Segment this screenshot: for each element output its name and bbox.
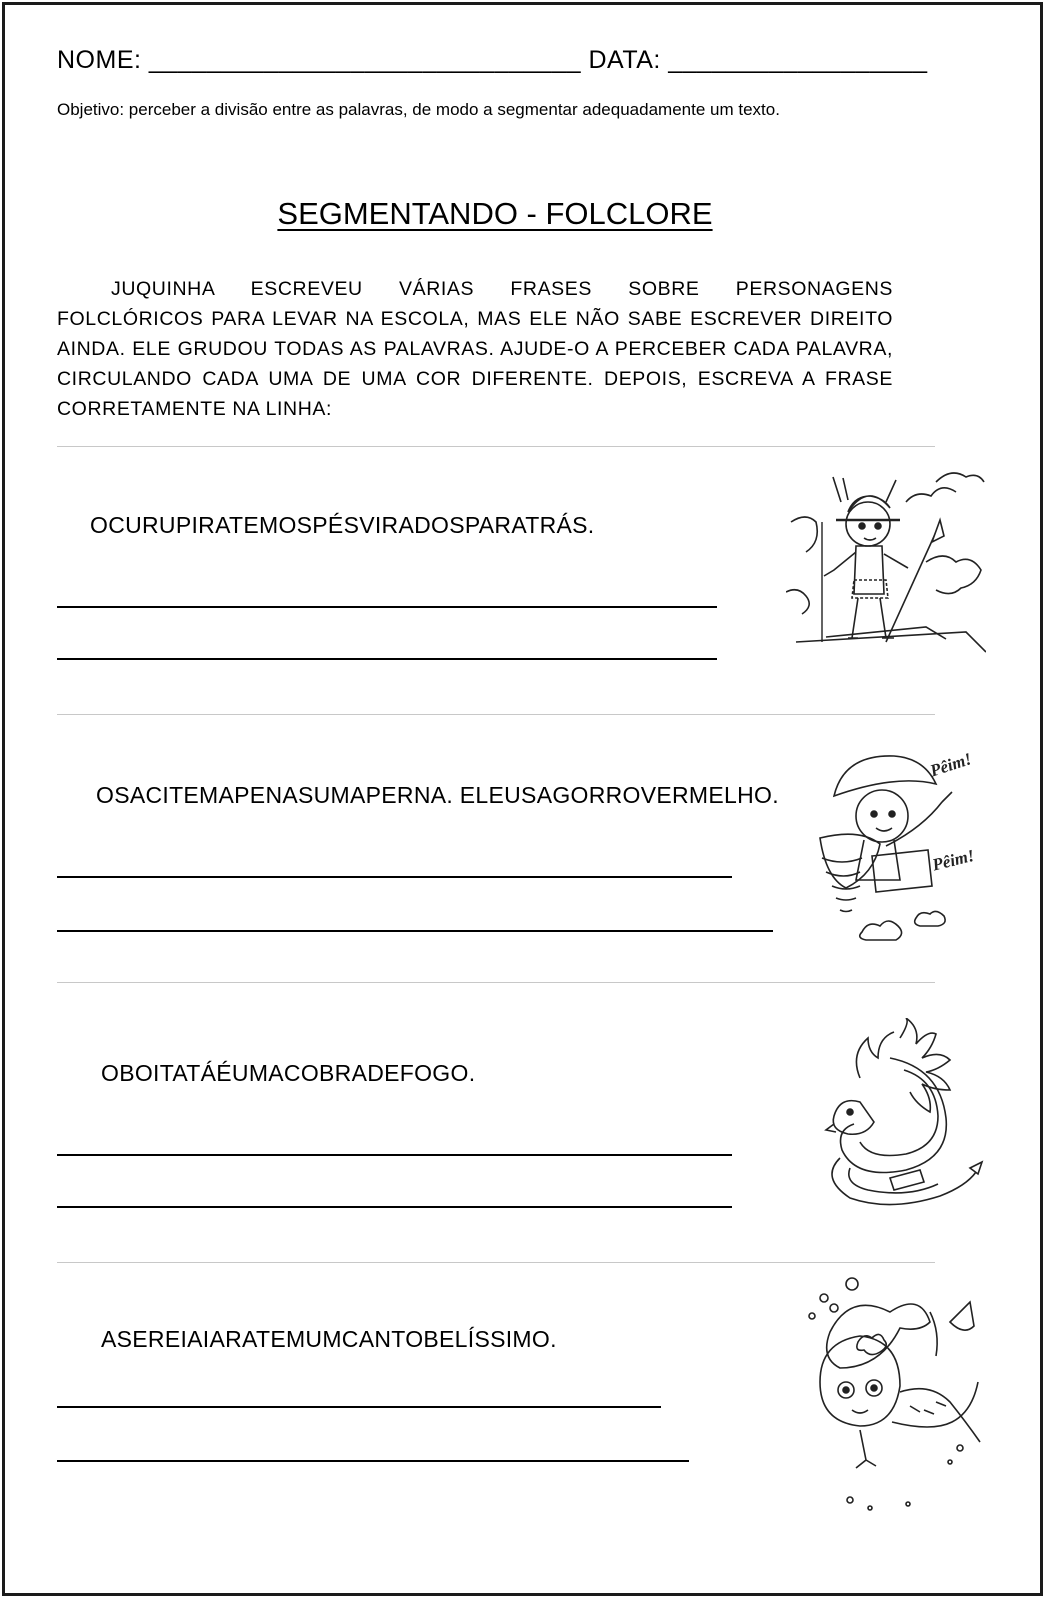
exercise-3-answer-line-1[interactable] — [57, 1154, 732, 1156]
section-divider — [57, 982, 935, 983]
sound-effect-2: Pêim! — [930, 845, 977, 875]
section-divider — [57, 1262, 935, 1263]
exercise-4-sentence: ASEREIAIARATEMUMCANTOBELÍSSIMO. — [101, 1326, 557, 1352]
saci-illustration — [812, 738, 992, 948]
exercise-1-answer-line-1[interactable] — [57, 606, 717, 608]
instructions-paragraph — [57, 274, 893, 424]
exercise-2-answer-line-2[interactable] — [57, 930, 773, 932]
name-date-header: NOME: ______________________________ DATA: __________________ — [57, 46, 928, 74]
exercise-4-answer-line-1[interactable] — [57, 1406, 661, 1408]
exercise-1-sentence: OCURUPIRATEMOSPÉSVIRADOSPARATRÁS. — [90, 512, 595, 538]
exercise-2-answer-line-1[interactable] — [57, 876, 732, 878]
exercise-1-answer-line-2[interactable] — [57, 658, 717, 660]
exercise-3-sentence: OBOITATÁÉUMACOBRADEFOGO. — [101, 1060, 476, 1086]
objective-text: Objetivo: perceber a divisão entre as palavras, de modo a segmentar adequadamente um texto. — [57, 100, 780, 119]
exercise-2-sentence: OSACITEMAPENASUMAPERNA. ELEUSAGORROVERMELHO. — [96, 782, 779, 808]
sound-effect-1: Pêim! — [927, 749, 974, 781]
boitata-illustration — [820, 1018, 985, 1208]
exercise-3-answer-line-2[interactable] — [57, 1206, 732, 1208]
section-divider — [57, 446, 935, 447]
iara-illustration — [800, 1272, 990, 1512]
section-divider — [57, 714, 935, 715]
instructions-text: JUQUINHA ESCREVEU VÁRIAS FRASES SOBRE PERSONAGENS FOLCLÓRICOS PARA LEVAR NA ESCOLA, MAS ELE NÃO SABE ESCREVER DIREITO AINDA. ELE GRUDOU TODAS AS PALAVRAS. AJUDE-O A PERCEBER CADA PALAVRA, CIRCULANDO CADA UMA DE UMA COR DIFERENTE. DEPOIS, ESCREVA A FRASE CORRETAMENTE NA LINHA: — [57, 278, 893, 420]
exercise-4-answer-line-2[interactable] — [57, 1460, 689, 1462]
curupira-illustration — [786, 462, 986, 657]
worksheet-title: SEGMENTANDO - FOLCLORE — [277, 196, 713, 231]
